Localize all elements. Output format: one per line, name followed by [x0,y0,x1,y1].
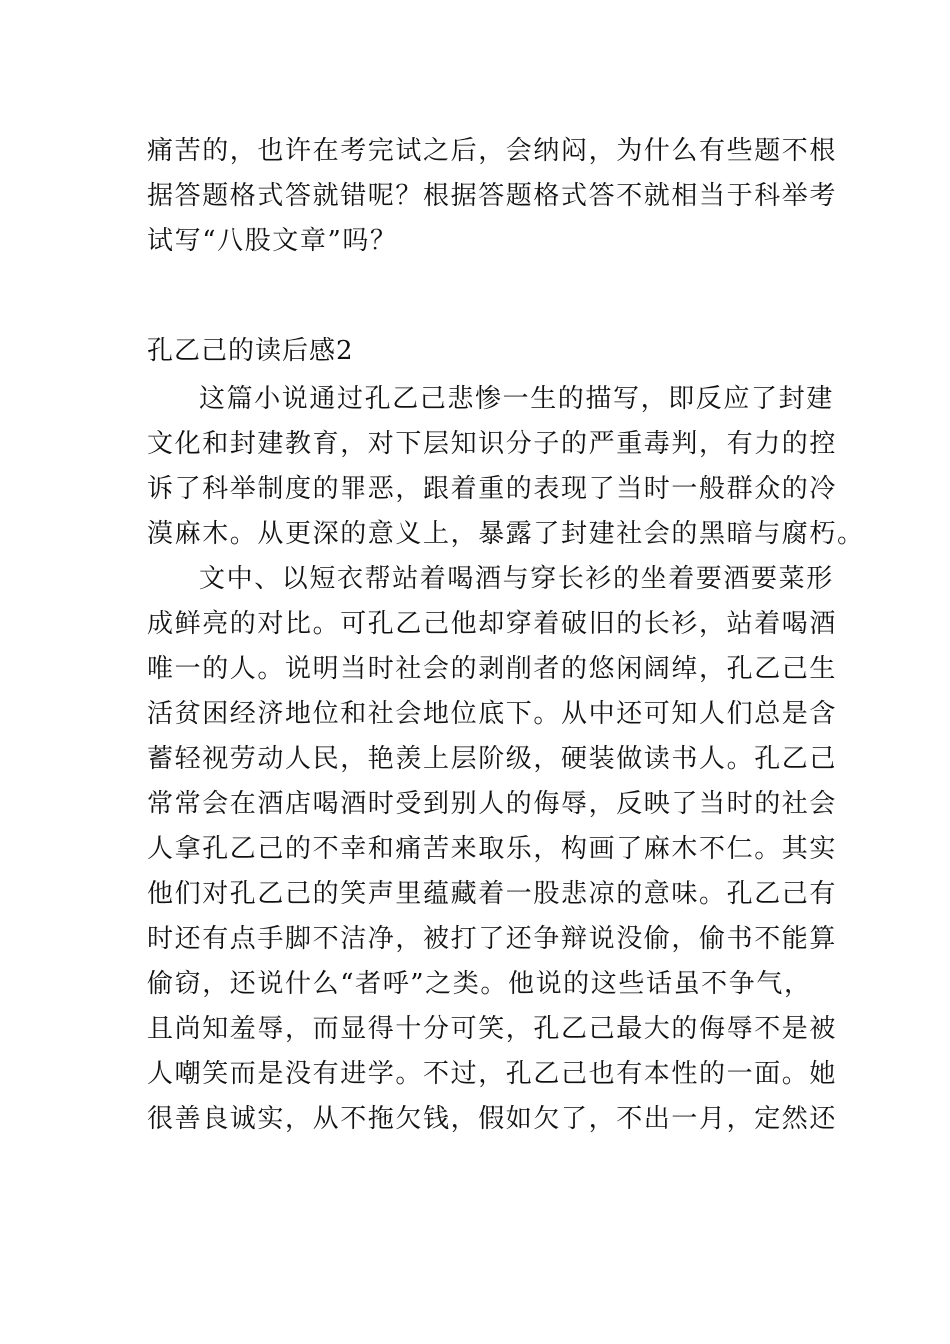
text-line: 文化和封建教育，对下层知识分子的严重毒判，有力的控 [147,429,838,459]
text-line: 据答题格式答就错呢？根据答题格式答不就相当于科举考 [147,181,838,211]
section-heading: 孔乙己的读后感2 [147,336,354,366]
text-line: 漠麻木。从更深的意义上，暴露了封建社会的黑暗与腐朽。 [147,519,865,549]
text-line: 人嘲笑而是没有进学。不过，孔乙己也有本性的一面。她 [147,1059,838,1089]
text-line: 常常会在酒店喝酒时受到别人的侮辱，反映了当时的社会 [147,789,838,819]
text-line: 成鲜亮的对比。可孔乙己他却穿着破旧的长衫，站着喝酒 [147,609,838,639]
text-line: 人拿孔乙己的不幸和痛苦来取乐，构画了麻木不仁。其实 [147,834,838,864]
text-line: 活贫困经济地位和社会地位底下。从中还可知人们总是含 [147,699,838,729]
text-line: 这篇小说通过孔乙己悲惨一生的描写，即反应了封建 [199,384,834,414]
text-line: 偷窃，还说什么“者呼”之类。他说的这些话虽不争气， [147,969,812,999]
text-line: 试写“八股文章”吗？ [147,226,398,256]
intro-paragraph [147,129,838,264]
text-line: 文中、以短衣帮站着喝酒与穿长衫的坐着要酒要菜形 [199,564,834,594]
text-line: 诉了科举制度的罪恶，跟着重的表现了当时一般群众的冷 [147,474,838,504]
text-line: 痛苦的，也许在考完试之后，会纳闷，为什么有些题不根 [147,136,838,166]
text-line: 蓄轻视劳动人民，艳羡上层阶级，硬装做读书人。孔乙己 [147,744,838,774]
text-line: 很善良诚实，从不拖欠钱，假如欠了，不出一月，定然还 [147,1104,838,1134]
text-line: 时还有点手脚不洁净，被打了还争辩说没偷，偷书不能算 [147,924,838,954]
text-line: 他们对孔乙己的笑声里蕴藏着一股悲凉的意味。孔乙己有 [147,879,838,909]
essay-body [147,377,865,1142]
text-line: 且尚知羞辱，而显得十分可笑，孔乙己最大的侮辱不是被 [147,1014,838,1044]
text-line: 唯一的人。说明当时社会的剥削者的悠闲阔绰，孔乙己生 [147,654,838,684]
